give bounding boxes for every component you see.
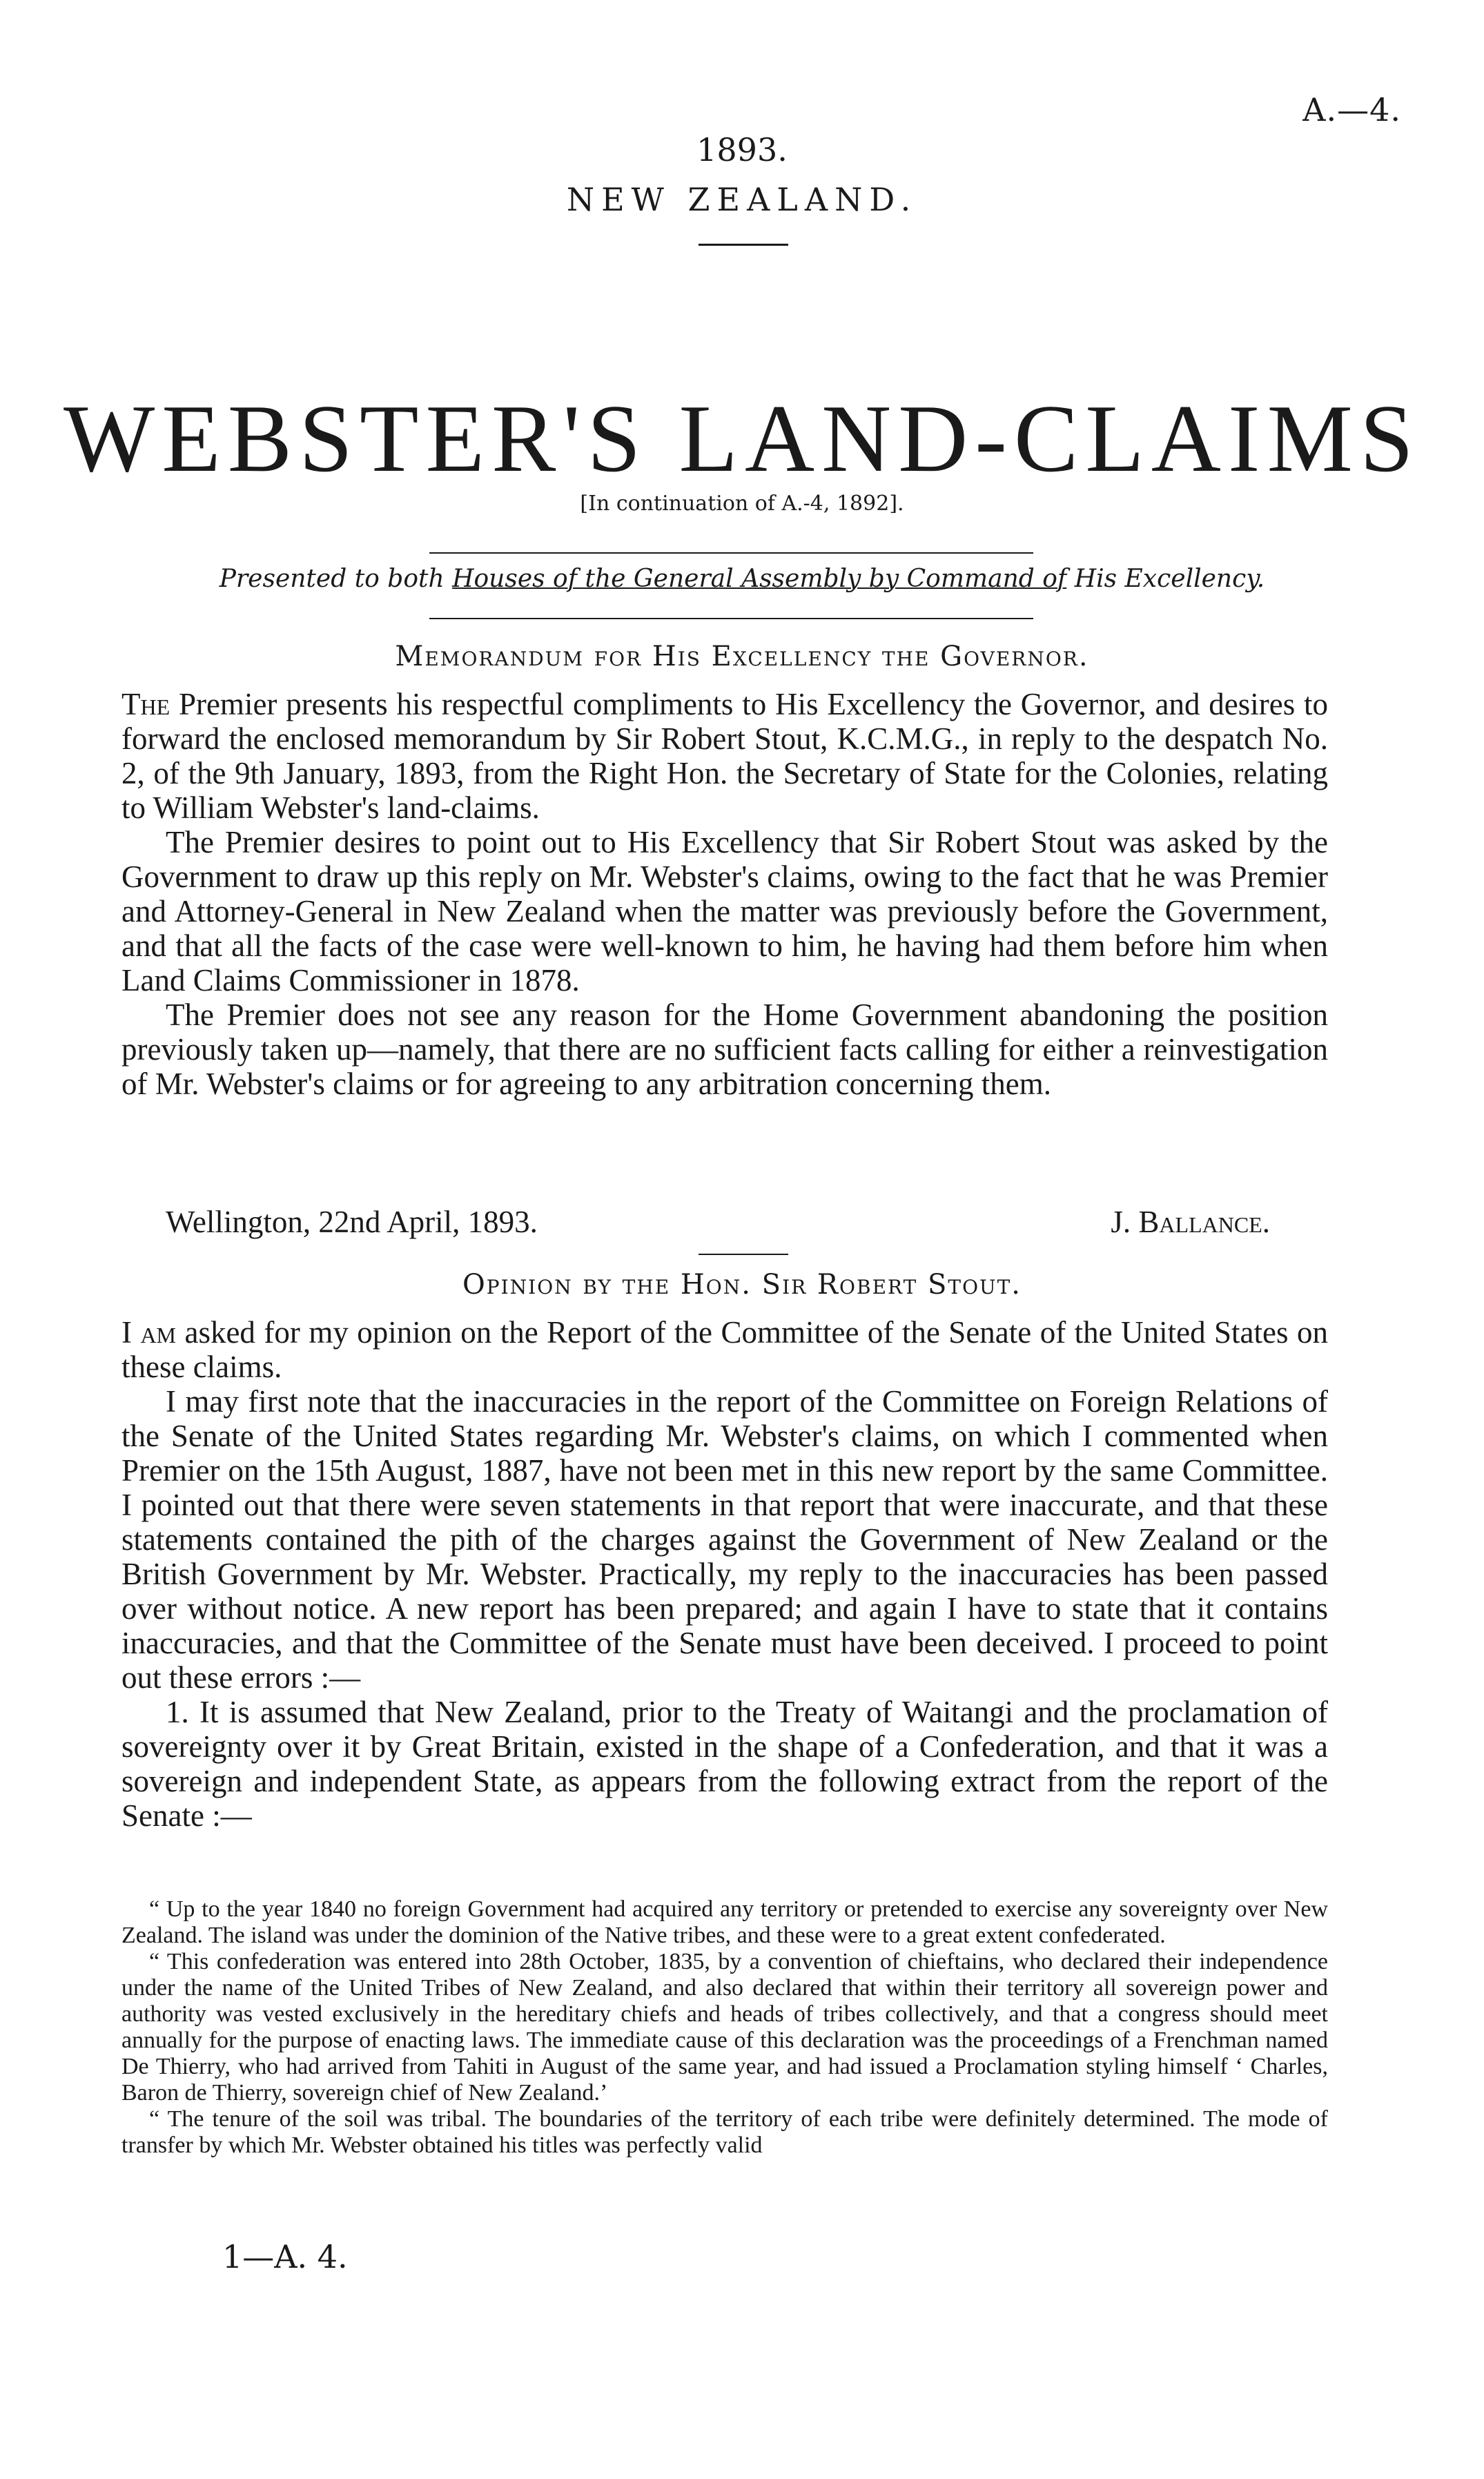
document-year: 1893.	[696, 131, 788, 168]
presented-text-end: His Excellency.	[1066, 565, 1265, 593]
opinion-heading: Opinion by the Hon. Sir Robert Stout.	[462, 1269, 1022, 1301]
senate-report-extract	[121, 1896, 1328, 2159]
presented-rule-bottom	[429, 618, 1033, 619]
opinion-body	[121, 1315, 1328, 1833]
document-reference: A.—4.	[1302, 91, 1401, 128]
opinion-paragraph-3: 1. It is assumed that New Zealand, prior to the Treaty of Waitangi and the proclamation of sovereignty over it by Great Britain, existed in the shape of a Confederation, and that it was a sovereign and independent State, as appears from the following extract from the report of the Senate :—	[121, 1695, 1328, 1833]
document-title: WEBSTER'S LAND-CLAIMS	[64, 385, 1420, 492]
quote-paragraph-3: “ The tenure of the soil was tribal. The boundaries of the territory of each tribe were definitely determined. The mode of transfer by which Mr. Webster obtained his titles was perfectly valid	[121, 2106, 1328, 2158]
presented-text-start: Presented to both	[219, 565, 453, 593]
opinion-lead-word: I am	[121, 1315, 177, 1350]
memorandum-body	[121, 687, 1328, 1101]
header-rule	[699, 244, 788, 246]
document-subtitle: [In continuation of A.-4, 1892].	[580, 492, 904, 516]
memorandum-heading: Memorandum for His Excellency the Governor.	[395, 641, 1089, 672]
presented-text-underlined: Houses of the General Assembly by Command of	[452, 565, 1067, 593]
opinion-paragraph-1-text: asked for my opinion on the Report of the Committee of the Senate of the United States on these claims.	[121, 1315, 1328, 1384]
opinion-paragraph-2: I may first note that the inaccuracies in the report of the Committee on Foreign Relations of the Senate of the United States regarding Mr. Webster's claims, on which I commented when Premier on the 15th August, 1887, have not been met in this new report by the same Committee. I pointed out that there were seven statements in that report that were inaccurate, and that these statements contained the pith of the charges against the Government of New Zealand or the British Government by Mr. Webster. Practically, my reply to the inaccuracies has been passed over without notice. A new report has been prepared; and again I have to state that it contains inaccuracies, and that the Committee of the Senate must have been deceived. I proceed to point out these errors :—	[121, 1384, 1328, 1695]
document-country: NEW ZEALAND.	[566, 181, 918, 218]
quote-paragraph-1: “ Up to the year 1840 no foreign Government had acquired any territory or pretended to exercise any sovereignty over New Zealand. The island was under the dominion of the Native tribes, and these were to a great extent confederated.	[121, 1896, 1328, 1948]
page-footer-reference: 1—A. 4.	[222, 2238, 348, 2275]
memorandum-paragraph-1	[121, 687, 1328, 825]
memorandum-place-date: Wellington, 22nd April, 1893.	[166, 1205, 538, 1239]
opinion-paragraph-1	[121, 1315, 1328, 1384]
memorandum-paragraph-3: The Premier does not see any reason for the Home Government abandoning the position previously taken up—namely, that there are no sufficient facts calling for either a reinvestigation of Mr. Webster's claims or for agreeing to any arbitration concerning them.	[121, 998, 1328, 1101]
presented-rule-top	[429, 552, 1033, 554]
memorandum-paragraph-1-text: Premier presents his respectful compliments to His Excellency the Governor, and desires to forward the enclosed memorandum by Sir Robert Stout, K.C.M.G., in reply to the despatch No. 2, of the 9th January, 1893, from the Right Hon. the Secretary of State for the Colonies, relating to William Webster's land-claims.	[121, 687, 1328, 825]
quote-paragraph-2: “ This confederation was entered into 28th October, 1835, by a convention of chieftains, who declared their independence under the name of the United Tribes of New Zealand, and also declared that within their territory all sovereign power and authority was vested exclusively in the hereditary chiefs and heads of tribes collectively, and that a congress should meet annually for the purpose of enacting laws. The immediate cause of this declaration was the proceedings of a Frenchman named De Thierry, who had arrived from Tahiti in August of the same year, and had issued a Proclamation styling himself ‘ Charles, Baron de Thierry, sovereign chief of New Zealand.’	[121, 1949, 1328, 2106]
section-rule	[699, 1254, 788, 1255]
presented-line	[0, 565, 1484, 593]
memorandum-lead-word: The	[121, 687, 170, 721]
memorandum-signature: J. Ballance.	[1111, 1205, 1270, 1239]
memorandum-paragraph-2: The Premier desires to point out to His Excellency that Sir Robert Stout was asked by the Government to draw up this reply on Mr. Webster's claims, owing to the fact that he was Premier and Attorney-General in New Zealand when the matter was previously before the Government, and that all the facts of the case were well-known to him, he having had them before him when Land Claims Commissioner in 1878.	[121, 825, 1328, 998]
